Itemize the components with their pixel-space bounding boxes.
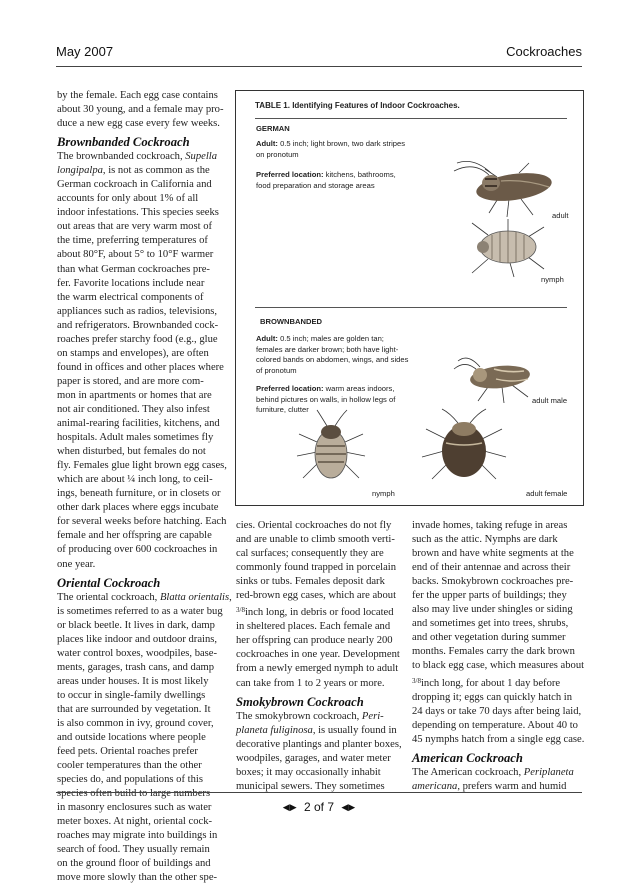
text-line: months. Females carry the dark brown xyxy=(412,646,575,658)
text-line: her offspring can produce nearly 200 xyxy=(236,635,393,647)
text-line: ments, garages, trash cans, and damp xyxy=(57,661,215,673)
german-adult-illustration xyxy=(449,159,559,219)
text-line: feed pets. Oriental roaches prefer xyxy=(57,746,198,758)
heading-american: American Cockroach xyxy=(412,750,523,765)
intro-paragraph xyxy=(57,89,232,131)
text-line: americana, prefers warm and humid xyxy=(412,780,567,792)
text-line: search of food. They usually remain xyxy=(57,844,210,856)
text-line: 24 days or take 70 days after being laid, xyxy=(412,705,582,717)
text-line: decorative plantings and planter boxes, xyxy=(236,738,402,750)
text-line: other dark places where eggs incubate xyxy=(57,502,219,514)
text-line: of producing over 600 cockroaches in xyxy=(57,544,218,556)
german-adult-label: adult xyxy=(552,211,569,220)
heading-brownbanded: Brownbanded Cockroach xyxy=(57,135,190,150)
text-line: fer. Favorite locations include near xyxy=(57,277,205,289)
text-line: woodpiles, garages, and water meter xyxy=(236,752,391,764)
text-column-2 xyxy=(236,519,408,794)
text-line: is also common in ivy, ground cover, xyxy=(57,717,214,729)
text-line: boxes; it may occasionally inhabit xyxy=(236,766,381,778)
text-line: cooler temperatures than the other xyxy=(57,760,202,772)
table-section-rule xyxy=(255,307,567,308)
text-line: roaches may migrate into buildings in xyxy=(57,830,218,842)
text-line: The brownbanded cockroach, Supella xyxy=(57,151,218,163)
text-line: fly. Females glue light brown egg cases, xyxy=(57,460,227,472)
text-line: also may live under shingles or siding xyxy=(412,604,573,616)
text-line: move more slowly than the other spe- xyxy=(57,872,218,884)
german-nymph-illustration xyxy=(458,219,548,277)
text-line: mon in apartments or homes that are xyxy=(57,389,212,401)
page-number: 2 of 7 xyxy=(303,800,335,814)
text-line: by the female. Each egg case contains xyxy=(57,90,218,101)
text-line: and outside locations where people xyxy=(57,732,206,744)
text-line: fer the upper parts of buildings; they xyxy=(412,590,567,602)
text-line: roaches prefer starchy food (e.g., glue xyxy=(57,333,218,345)
text-line: to occur in single-family dwellings xyxy=(57,689,206,701)
text-line: ings, beneath furniture, or in closets or xyxy=(57,488,221,500)
identification-table xyxy=(235,90,584,506)
text-line: and sometimes get into trees, shrubs, xyxy=(412,618,569,630)
text-line: $^{3/8}$inch long, in debris or food located xyxy=(236,606,394,619)
text-line: appliances such as radios, televisions, xyxy=(57,305,218,317)
table-title: TABLE 1. Identifying Features of Indoor Cockroaches. xyxy=(255,101,460,110)
text-line: hospitals. Adult males sometimes fly xyxy=(57,432,214,444)
text-line: sinks or tubs. Females deposit dark xyxy=(236,576,385,588)
text-line: municipal sewers. They sometimes xyxy=(236,780,385,792)
text-line: red-brown egg cases, which are about xyxy=(236,590,397,602)
heading-smokybrown: Smokybrown Cockroach xyxy=(236,694,364,709)
text-column-1 xyxy=(57,89,232,886)
brownbanded-female-illustration xyxy=(414,413,514,483)
text-line: invade homes, taking refuge in areas xyxy=(412,520,568,531)
text-line: than what German cockroaches pre- xyxy=(57,263,210,275)
text-line: and are unable to climb smooth verti- xyxy=(236,534,395,546)
american-paragraph xyxy=(412,766,587,794)
text-line: that are surrounded by vegetation. It xyxy=(57,703,211,715)
text-line: backs. Smokybrown cockroaches pre- xyxy=(412,576,574,588)
text-line: cies. Oriental cockroaches do not fly xyxy=(236,520,392,531)
text-line: planeta fuliginosa, is usually found in xyxy=(236,724,397,736)
text-line: such as the attic. Nymphs are dark xyxy=(412,534,558,546)
oriental-continued-paragraph xyxy=(236,519,408,691)
text-line: about 80°F, about 5° to 10°F warmer xyxy=(57,249,214,261)
oriental-paragraph xyxy=(57,591,232,886)
arrow-right-icon[interactable]: ◀▶ xyxy=(341,802,356,812)
text-line: duce a new egg case every few weeks. xyxy=(57,118,220,130)
text-line: brown and have white segments at the xyxy=(412,548,574,560)
text-line: found in offices and other places where xyxy=(57,361,224,373)
brownbanded-male-illustration xyxy=(448,353,538,403)
text-line: the time, preferring temperatures of xyxy=(57,235,208,247)
text-line: or black beetle. It lives in dark, damp xyxy=(57,619,215,631)
text-line: can take from 1 to 2 years or more. xyxy=(236,677,385,689)
text-line: and other vegetation during summer xyxy=(412,632,566,644)
brownbanded-male-label: adult male xyxy=(532,396,568,405)
text-line: indoor infestations. This species seeks xyxy=(57,207,219,219)
text-line: places like indoor and outdoor drains, xyxy=(57,633,218,645)
header-rule xyxy=(56,66,582,67)
text-line: on the ground floor of buildings and xyxy=(57,858,211,870)
text-line: when disturbed, but females do not xyxy=(57,446,206,458)
text-line: out areas that are very warm most of xyxy=(57,221,213,233)
text-line: meter boxes. At night, oriental cock- xyxy=(57,816,213,828)
smokybrown-continued-paragraph xyxy=(412,519,587,747)
text-line: longipalpa, is not as common as the xyxy=(57,165,210,177)
brownbanded-nymph-illustration xyxy=(291,416,371,486)
text-line: which are about ¼ inch long, to ceil- xyxy=(57,474,213,486)
text-line: in sheltered places. Each female and xyxy=(236,621,391,633)
text-line: accounts for only about 1% of all xyxy=(57,193,199,205)
text-line: $^{3/8}$inch long, for about 1 day before xyxy=(412,676,561,689)
text-line: species often build to large numbers xyxy=(57,788,211,800)
text-line: female and her offspring are capable xyxy=(57,530,212,542)
text-line: areas under houses. It is most likely xyxy=(57,675,209,687)
german-location: Preferred location: kitchens, bathrooms, food preparation and storage areas xyxy=(256,170,396,190)
text-line: about 30 young, and a female may pro- xyxy=(57,104,224,116)
text-line: commonly found trapped in porcelain xyxy=(236,562,397,574)
smokybrown-paragraph xyxy=(236,710,408,794)
heading-oriental: Oriental Cockroach xyxy=(57,575,161,590)
text-line: The American cockroach, Periplaneta xyxy=(412,766,574,778)
text-column-3 xyxy=(412,519,587,794)
text-line: depending on temperature. About 40 to xyxy=(412,719,578,731)
text-line: species do, and populations of this xyxy=(57,774,203,786)
german-nymph-label: nymph xyxy=(541,275,564,284)
text-line: cockroaches in one year. Development xyxy=(236,649,400,661)
text-line: The oriental cockroach, Blatta orientalis, xyxy=(57,591,232,603)
text-line: from a newly emerged nymph to adult xyxy=(236,663,399,675)
text-line: for several weeks before hatching. Each xyxy=(57,516,227,528)
text-line: The smokybrown cockroach, Peri- xyxy=(236,710,384,722)
text-line: end of their antennae and across their xyxy=(412,562,571,574)
text-line: to black egg case, which measures about xyxy=(412,660,585,672)
text-line: water control boxes, woodpiles, base- xyxy=(57,647,218,659)
page-footer xyxy=(0,800,638,814)
brownbanded-nymph-label: nymph xyxy=(372,489,395,498)
header-title: Cockroaches xyxy=(506,44,582,59)
table-title-rule xyxy=(255,118,567,119)
footer-rule xyxy=(56,792,582,793)
brownbanded-location: Preferred location: warm areas indoors, behind pictures on walls, in hollow legs of furniture, clutter xyxy=(256,384,396,414)
text-line: animal-rearing facilities, kitchens, and xyxy=(57,418,220,430)
brownbanded-female-label: adult female xyxy=(526,489,568,498)
text-line: paper is stored, and are more com- xyxy=(57,375,204,387)
text-line: not air conditioned. They also infest xyxy=(57,403,210,415)
text-line: and refrigerators. Brownbanded cock- xyxy=(57,319,219,331)
text-line: on stamps and envelopes), are often xyxy=(57,347,209,359)
text-line: cal surfaces; consequently they are xyxy=(236,548,384,560)
text-line: dropping it; eggs can quickly hatch in xyxy=(412,691,573,703)
german-name: GERMAN xyxy=(256,124,290,133)
text-line: is sometimes referred to as a water bug xyxy=(57,605,223,617)
text-line: 45 nymphs hatch from a single egg case. xyxy=(412,733,585,745)
text-line: German cockroach in California and xyxy=(57,179,212,191)
arrow-left-icon[interactable]: ◀▶ xyxy=(282,802,297,812)
brownbanded-paragraph xyxy=(57,150,232,571)
brownbanded-adult: Adult: 0.5 inch; males are golden tan; females are darker brown; both have light- colored bands on abdomen, wings, and sides of pronotum xyxy=(256,334,409,375)
brownbanded-name: BROWNBANDED xyxy=(260,317,323,326)
text-line: in masonry enclosures such as water xyxy=(57,802,212,814)
german-adult: Adult: 0.5 inch; light brown, two dark stripes on pronotum xyxy=(256,139,405,159)
text-line: the warm electrical components of xyxy=(57,291,204,303)
text-line: one year. xyxy=(57,558,96,570)
header-date: May 2007 xyxy=(56,44,114,59)
